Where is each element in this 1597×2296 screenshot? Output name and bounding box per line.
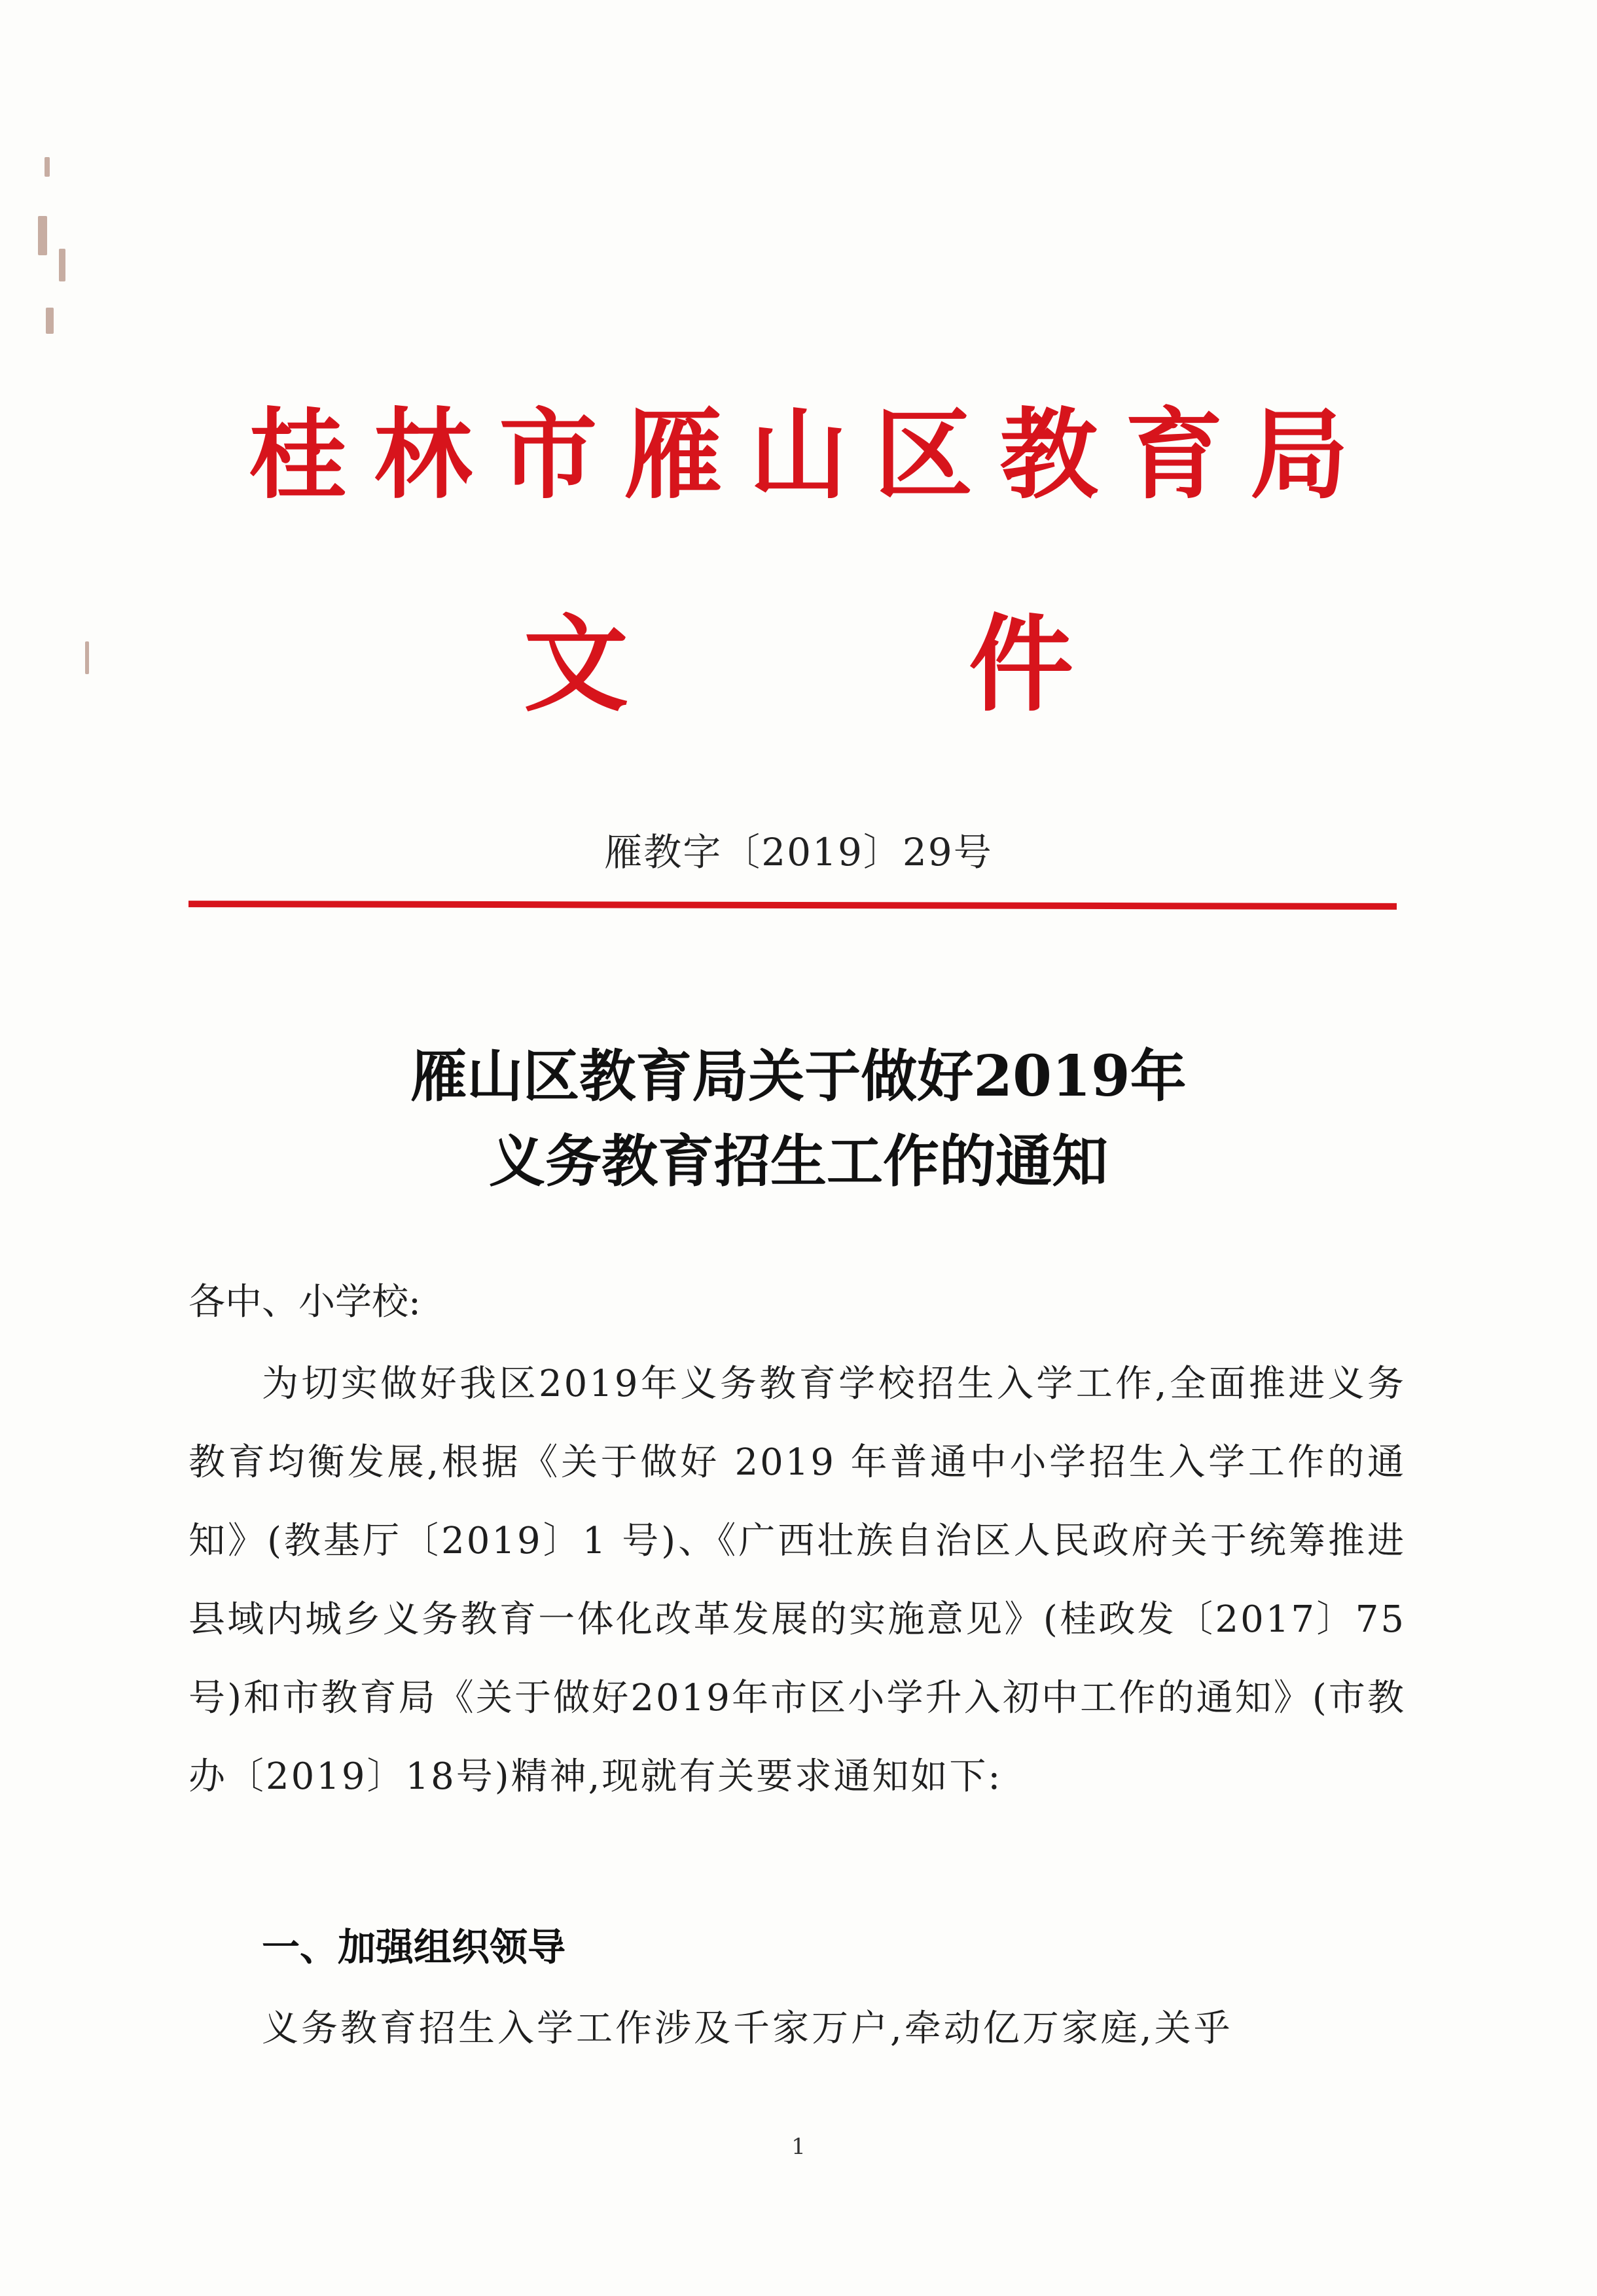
document-number: 雁教字〔2019〕29号 [604,830,993,874]
title-line-1: 雁山区教育局关于做好2019年 [410,1043,1187,1109]
issuing-authority-header: 桂林市雁山区教育局 [249,397,1348,512]
document-title [0,1034,1597,1204]
salutation: 各中、小学校: [188,1281,421,1323]
red-separator-line [188,901,1397,910]
body-paragraph-2: 义务教育招生入学工作涉及千家万户,牵动亿万家庭,关乎 [262,2007,1233,2050]
scan-artifact [85,641,89,674]
title-line-2: 义务教育招生工作的通知 [489,1128,1108,1194]
scan-artifact [46,308,54,334]
scan-artifact [38,216,47,255]
document-type-char-2: 件 [969,603,1074,726]
section-heading-1: 一、加强组织领导 [262,1925,566,1969]
body-paragraph-1: 为切实做好我区2019年义务教育学校招生入学工作,全面推进义务教育均衡发展,根据《关于做好 2019 年普通中小学招生入学工作的通知》(教基厅〔2019〕1 号)、《广西壮族自治区人民政府关于统筹推进县域内城乡义务教育一体化改革发展的实施意见》(桂政发〔2017〕75 号)和市教育局《关于做好2019年市区小学升入初中工作的通知》(市教办〔2019〕18号)精神,现就有关要求通知如下: [188,1363,1406,1798]
scan-artifact [45,157,50,177]
document-type-char-1: 文 [524,603,629,726]
page-number: 1 [791,2134,806,2160]
scan-artifact [59,249,65,281]
